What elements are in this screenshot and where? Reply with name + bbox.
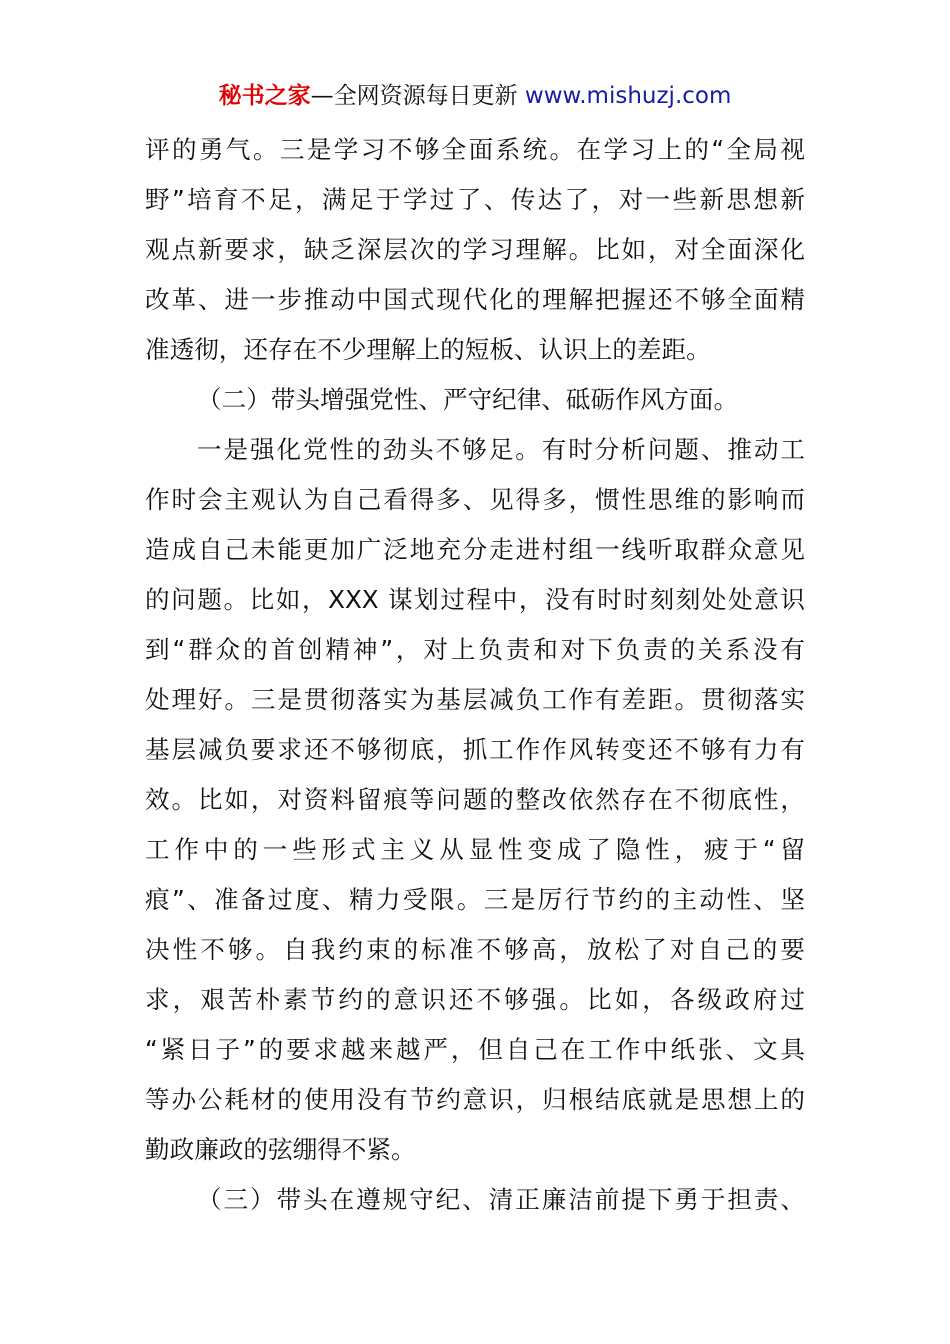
header-tagline: —全网资源每日更新 <box>310 83 518 109</box>
text-line: 的问题。比如，XXX 谋划过程中，没有时时刻刻处处意识 <box>145 585 805 614</box>
header-brand: 秘书之家 <box>218 83 311 109</box>
text-line: 观点新要求，缺乏深层次的学习理解。比如，对全面深化 <box>145 235 805 264</box>
header-url[interactable]: www.mishuzj.com <box>524 83 732 109</box>
text-line: 决性不够。自我约束的标准不够高，放松了对自己的要 <box>145 935 805 964</box>
text-line: 求，艰苦朴素节约的意识还不够强。比如，各级政府过 <box>145 985 805 1014</box>
text-line: 等办公耗材的使用没有节约意识，归根结底就是思想上的 <box>145 1085 805 1114</box>
text-line: 准透彻，还存在不少理解上的短板、认识上的差距。 <box>145 335 711 364</box>
text-line: 痕”、准备过度、精力受限。三是厉行节约的主动性、坚 <box>145 885 805 914</box>
text-line: 作时会主观认为自己看得多、见得多，惯性思维的影响而 <box>145 485 805 514</box>
text-line: 处理好。三是贯彻落实为基层减负工作有差距。贯彻落实 <box>145 685 805 714</box>
document-body <box>145 125 805 1225</box>
text-line: 勤政廉政的弦绷得不紧。 <box>145 1135 416 1164</box>
text-line: （三）带头在遵规守纪、清正廉洁前提下勇于担责、 <box>197 1185 805 1214</box>
text-line: 评的勇气。三是学习不够全面系统。在学习上的“全局视 <box>145 135 805 164</box>
text-line: 到“群众的首创精神”，对上负责和对下负责的关系没有 <box>145 635 805 664</box>
page-header <box>0 80 950 112</box>
text-line: （二）带头增强党性、严守纪律、砥砺作风方面。 <box>197 385 739 414</box>
text-line: 一是强化党性的劲头不够足。有时分析问题、推动工 <box>197 435 805 464</box>
text-line: 基层减负要求还不够彻底，抓工作作风转变还不够有力有 <box>145 735 805 764</box>
text-line: “紧日子”的要求越来越严，但自己在工作中纸张、文具 <box>145 1035 805 1064</box>
text-line: 改革、进一步推动中国式现代化的理解把握还不够全面精 <box>145 285 805 314</box>
text-line: 野”培育不足，满足于学过了、传达了，对一些新思想新 <box>145 185 805 214</box>
text-line: 效。比如，对资料留痕等问题的整改依然存在不彻底性， <box>145 785 805 814</box>
text-line: 造成自己未能更加广泛地充分走进村组一线听取群众意见 <box>145 535 805 564</box>
text-line: 工作中的一些形式主义从显性变成了隐性，疲于“留 <box>145 835 805 864</box>
